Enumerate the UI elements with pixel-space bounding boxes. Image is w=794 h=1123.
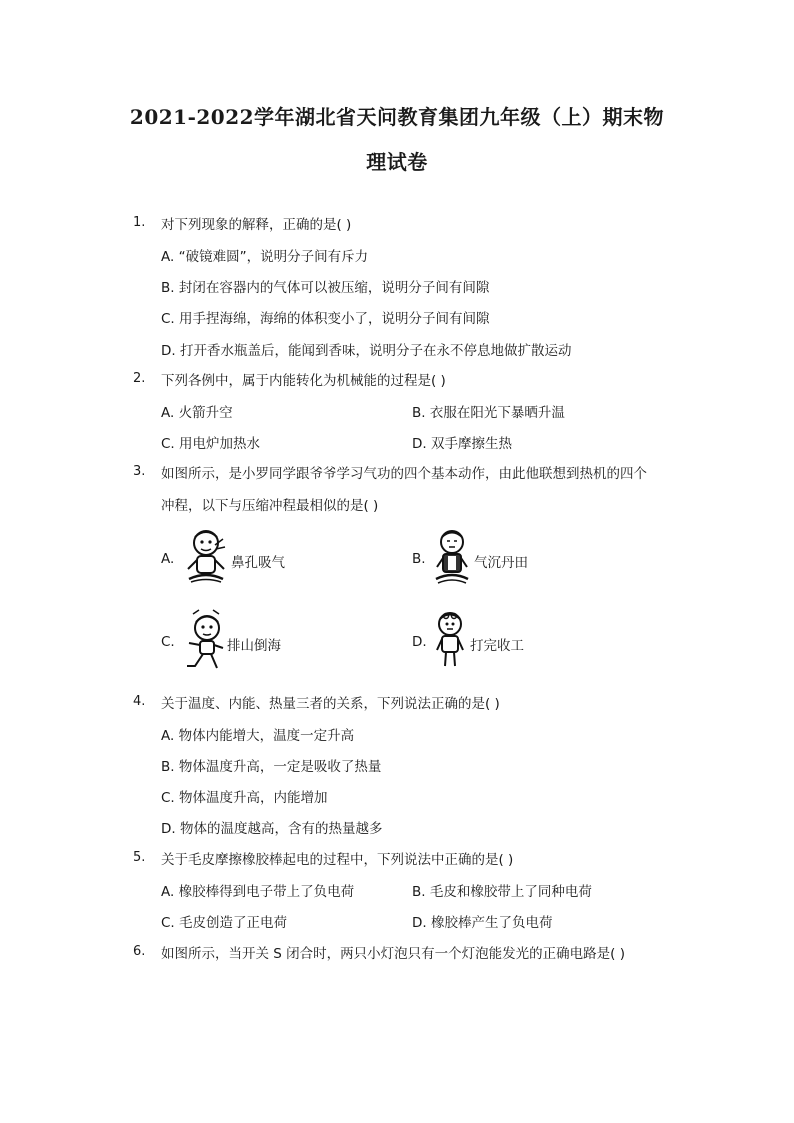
- question-2-option-d: D. 双手摩擦生热: [412, 436, 512, 452]
- question-4-option-a: A. 物体内能增大，温度一定升高: [161, 728, 355, 744]
- question-5-option-c: C. 毛皮创造了正电荷: [161, 915, 288, 931]
- question-4-option-c: C. 物体温度升高，内能增加: [161, 790, 328, 806]
- question-5-stem: 关于毛皮摩擦橡胶棒起电的过程中，下列说法中正确的是( ): [161, 852, 514, 868]
- question-2-option-b: B. 衣服在阳光下暴晒升温: [412, 405, 565, 421]
- figure-finishing-figure: [432, 608, 468, 670]
- question-1-option-a: A. “破镜难圆”，说明分子间有斥力: [161, 249, 369, 265]
- question-3-option-d-label: D.: [412, 634, 427, 650]
- exam-title-line2: 理试卷: [366, 150, 428, 174]
- question-3-number: 3.: [133, 464, 146, 479]
- figure-sinking-qi-figure: [432, 527, 472, 587]
- question-1-option-c: C. 用手捏海绵，海绵的体积变小了，说明分子间有间隙: [161, 311, 490, 327]
- figure-breathing-in-figure: [183, 527, 229, 587]
- question-2-number: 2.: [133, 371, 146, 386]
- question-1-stem: 对下列现象的解释，正确的是( ): [161, 217, 352, 233]
- question-4-stem: 关于温度、内能、热量三者的关系，下列说法正确的是( ): [161, 696, 500, 712]
- question-3-option-d-caption: 打完收工: [470, 638, 524, 654]
- exam-title-line1: 2021-2022学年湖北省天问教育集团九年级（上）期末物: [129, 105, 665, 129]
- question-2-option-a: A. 火箭升空: [161, 405, 233, 421]
- question-5-option-a: A. 橡胶棒得到电子带上了负电荷: [161, 884, 355, 900]
- question-5-option-b: B. 毛皮和橡胶带上了同种电荷: [412, 884, 592, 900]
- question-3-option-c-label: C.: [161, 634, 175, 650]
- question-2-option-c: C. 用电炉加热水: [161, 436, 261, 452]
- question-4-number: 4.: [133, 694, 146, 709]
- question-5-option-d: D. 橡胶棒产生了负电荷: [412, 915, 553, 931]
- question-1-option-b: B. 封闭在容器内的气体可以被压缩，说明分子间有间隙: [161, 280, 490, 296]
- question-3-option-b-label: B.: [412, 551, 426, 567]
- figure-pushing-figure: [183, 608, 227, 672]
- question-3-option-b-caption: 气沉丹田: [474, 555, 528, 571]
- question-1-option-d: D. 打开香水瓶盖后，能闻到香味，说明分子在永不停息地做扩散运动: [161, 343, 572, 359]
- question-3-stem-line1: 如图所示，是小罗同学跟爷爷学习气功的四个基本动作，由此他联想到热机的四个: [161, 466, 647, 482]
- question-3-option-a-caption: 鼻孔吸气: [231, 555, 285, 571]
- question-3-option-c-caption: 排山倒海: [227, 638, 281, 654]
- question-6-number: 6.: [133, 944, 146, 959]
- question-6-stem: 如图所示，当开关 S 闭合时，两只小灯泡只有一个灯泡能发光的正确电路是( ): [161, 946, 625, 962]
- question-4-option-d: D. 物体的温度越高，含有的热量越多: [161, 821, 383, 837]
- question-1-number: 1.: [133, 215, 146, 230]
- question-3-stem-line2: 冲程，以下与压缩冲程最相似的是( ): [161, 498, 379, 514]
- question-2-stem: 下列各例中，属于内能转化为机械能的过程是( ): [161, 373, 446, 389]
- question-3-option-a-label: A.: [161, 551, 175, 567]
- question-4-option-b: B. 物体温度升高，一定是吸收了热量: [161, 759, 382, 775]
- question-5-number: 5.: [133, 850, 146, 865]
